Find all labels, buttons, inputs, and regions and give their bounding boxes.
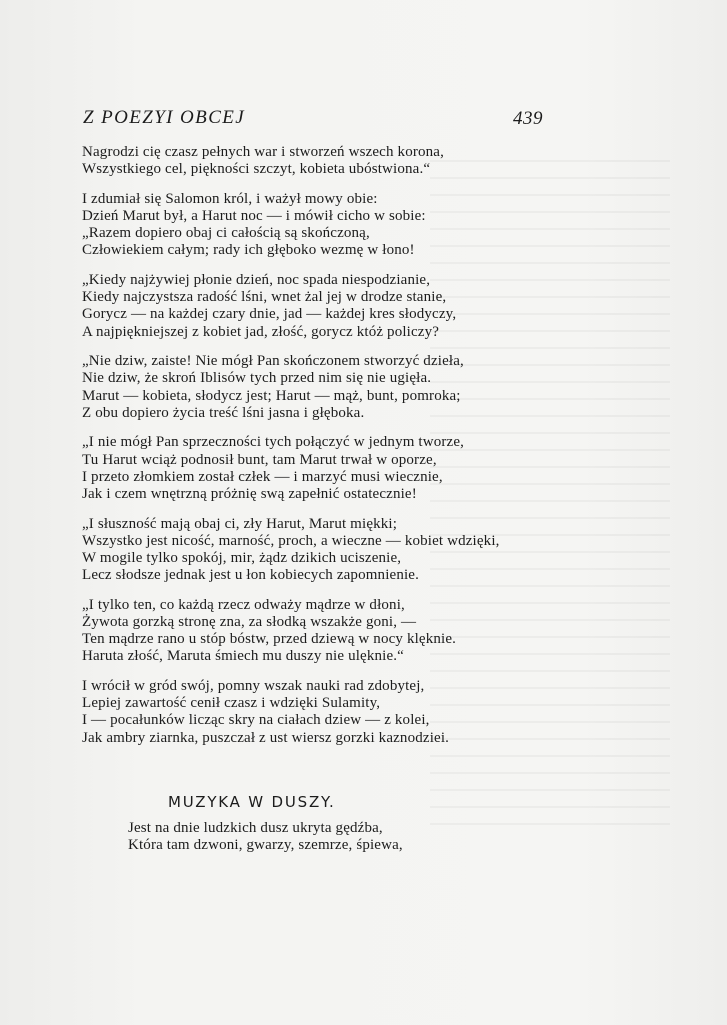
verse-line: „Razem dopiero obaj ci całością są skończoną, <box>82 225 370 242</box>
verse-line: Człowiekiem całym; rady ich głęboko wezmę w łono! <box>82 242 415 259</box>
verse-line: W mogile tylko spokój, mir, żądz dzikich uciszenie, <box>82 550 402 567</box>
stanza <box>82 353 552 422</box>
second-poem-text <box>128 820 528 854</box>
stanza <box>82 678 552 747</box>
verse-line: I wrócił w gród swój, pomny wszak nauki rad zdobytej, <box>82 678 425 695</box>
verse-line: Haruta złość, Maruta śmiech mu duszy nie ulęknie.“ <box>82 648 404 665</box>
section-title: MUZYKA W DUSZY. <box>168 793 336 811</box>
verse-line: „I tylko ten, co każdą rzecz odważy mądrze w dłoni, <box>82 596 405 613</box>
verse-line: I przeto złomkiem został człek — i marzyć musi wiecznie, <box>82 468 443 485</box>
verse-line: Kiedy najczystsza radość lśni, wnet żal jej w drodze stanie, <box>82 289 447 306</box>
verse-line: Lecz słodsze jednak jest u łon kobiecych zapomnienie. <box>82 567 419 584</box>
stanza <box>82 516 552 585</box>
poem-text <box>82 144 552 759</box>
stanza <box>82 597 552 666</box>
verse-line: „Nie dziw, zaiste! Nie mógł Pan skończonem stworzyć dzieła, <box>82 353 464 370</box>
running-head <box>83 107 543 131</box>
verse-line: Ten mądrze rano u stóp bóstw, przed dziewą w nocy klęknie. <box>82 631 457 648</box>
verse-line: A najpiękniejszej z kobiet jad, złość, gorycz któż policzy? <box>82 323 440 340</box>
stanza <box>82 144 552 178</box>
verse-line: Nagrodzi cię czasz pełnych war i stworzeń wszech korona, <box>82 144 444 160</box>
verse-line: I zdumiał się Salomon król, i ważył mowy obie: <box>82 190 378 207</box>
verse-line: „Kiedy najżywiej płonie dzień, noc spada niespodzianie, <box>82 272 431 288</box>
verse-line: Marut — kobieta, słodycz jest; Harut — mąż, bunt, pomroka; <box>82 387 461 404</box>
verse-line: Jak ambry ziarnka, puszczał z ust wiersz gorzki kaznodziei. <box>82 729 450 746</box>
verse-line: „I nie mógł Pan sprzeczności tych połączyć w jednym tworze, <box>82 434 465 451</box>
verse-line: Tu Harut wciąż podnosił bunt, tam Marut trwał w oporze, <box>82 451 437 468</box>
verse-line: Wszystko jest nicość, marność, proch, a wieczne — kobiet wdzięki, <box>82 532 500 549</box>
verse-line: Jest na dnie ludzkich dusz ukryta gędźba, <box>128 820 383 836</box>
verse-line: „I słuszność mają obaj ci, zły Harut, Marut miękki; <box>82 515 398 532</box>
verse-line: Dzień Marut był, a Harut noc — i mówił cicho w sobie: <box>82 208 426 224</box>
verse-line: Z obu dopiero życia treść lśni jasna i głęboka. <box>82 404 365 421</box>
verse-line: Żywota gorzką stronę zna, za słodką wszakże goni, — <box>82 614 417 631</box>
verse-line: Lepiej zawartość cenił czasz i wdzięki Sulamity, <box>82 695 381 712</box>
stanza <box>82 191 552 260</box>
stanza <box>82 434 552 503</box>
running-head-title: Z POEZYI OBCEJ <box>83 107 246 128</box>
verse-line: Wszystkiego cel, piękności szczyt, kobieta ubóstwiona.“ <box>82 161 431 178</box>
verse-line: Która tam dzwoni, gwarzy, szemrze, śpiewa, <box>128 837 403 854</box>
verse-line: Gorycz — na każdej czary dnie, jad — każdej kres słodyczy, <box>82 306 457 323</box>
stanza <box>82 272 552 341</box>
verse-line: Jak i czem wnętrzną próżnię swą zapełnić ostatecznie! <box>82 486 417 503</box>
verse-line: I — pocałunków licząc skry na ciałach dziew — z kolei, <box>82 712 430 729</box>
verse-line: Nie dziw, że skroń Iblisów tych przed nim się nie ugięła. <box>82 370 432 387</box>
page-number: 439 <box>513 108 543 129</box>
